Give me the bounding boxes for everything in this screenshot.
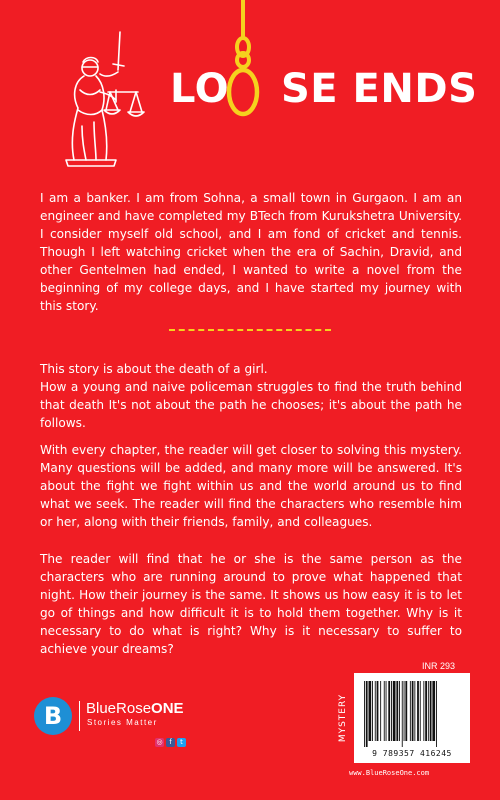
title-part-2: SE ENDS bbox=[281, 66, 478, 112]
barcode-bar bbox=[375, 681, 376, 741]
barcode-bar bbox=[366, 681, 368, 747]
barcode-bars bbox=[364, 681, 460, 747]
publisher-name-part1: BlueRose bbox=[86, 700, 152, 717]
genre-label bbox=[336, 683, 350, 753]
logo-divider bbox=[79, 701, 80, 731]
barcode-bar bbox=[402, 681, 403, 747]
publisher-logo-mark: B bbox=[34, 697, 72, 735]
price-label: INR 293 bbox=[422, 661, 456, 671]
publisher-tagline: Stories Matter bbox=[87, 718, 158, 727]
facebook-icon: f bbox=[166, 738, 175, 747]
barcode-bar bbox=[396, 681, 398, 741]
barcode-bar bbox=[436, 681, 437, 747]
barcode-bar bbox=[372, 681, 373, 741]
lady-justice-icon bbox=[52, 30, 152, 170]
instagram-icon: ◎ bbox=[156, 738, 163, 746]
genre-text: MYSTERY bbox=[338, 693, 348, 743]
isbn-barcode bbox=[354, 673, 470, 763]
social-icons bbox=[155, 731, 188, 749]
barcode-bar bbox=[369, 681, 372, 741]
barcode-bar bbox=[388, 681, 390, 741]
barcode-bar bbox=[432, 681, 435, 741]
publisher-website: www.BlueRoseOne.com bbox=[349, 769, 430, 777]
barcode-bar bbox=[410, 681, 411, 741]
isbn-number: 9 789357 416245 bbox=[372, 749, 452, 758]
title-part-1: LO bbox=[170, 66, 230, 112]
blurb-paragraph-3: The reader will find that he or she is the same person as the characters who are running around to prove what happened that night. How their journey is the same. It shows us how easy it is to let go of things and how difficult it is to hold them together. Why is it necessary to do what is right? Why is it necessary to suffer to achieve your dreams? bbox=[40, 552, 462, 656]
barcode-bar bbox=[425, 681, 427, 741]
publisher-name bbox=[86, 700, 184, 717]
barcode-bar bbox=[428, 681, 429, 741]
barcode-bar bbox=[384, 681, 385, 741]
publisher-logo bbox=[34, 697, 234, 747]
blurb-paragraph-1 bbox=[40, 360, 462, 432]
barcode-bar bbox=[380, 681, 381, 741]
twitter-icon: t bbox=[177, 738, 186, 747]
barcode-bar bbox=[405, 681, 407, 741]
barcode-bar bbox=[412, 681, 414, 741]
blurb-line-1: This story is about the death of a girl. bbox=[40, 362, 268, 376]
barcode-bar bbox=[399, 681, 400, 741]
barcode-bar bbox=[391, 681, 392, 741]
author-bio: I am a banker. I am from Sohna, a small town in Gurgaon. I am an engineer and have completed my BTech from Kurukshetra University. I consider myself old school, and I am fond of cricket and tennis. Though I left watching cricket when the era of Sachin, Dravid, and other Gentelmen had ended, I wanted to write a novel from the beginning of my college days, and I have started my journey with this story. bbox=[40, 191, 462, 313]
barcode-bar bbox=[377, 681, 379, 741]
section-divider bbox=[169, 329, 331, 331]
barcode-bar bbox=[417, 681, 419, 741]
barcode-bar bbox=[414, 681, 415, 741]
blurb-paragraph-2: With every chapter, the reader will get closer to solving this mystery. Many questions will be added, and many more will be answered. It's about the fight we fight within us and the world around us to find what we seek. The reader will find the characters who resemble him or her, along with their friends, family, and colleagues. bbox=[40, 443, 462, 529]
blurb-line-2: How a young and naive policeman struggles to find the truth behind that death It's not about the path he chooses; it's about the path he follows. bbox=[40, 380, 462, 430]
barcode-bar bbox=[393, 681, 396, 741]
barcode-bar bbox=[404, 681, 405, 741]
barcode-bar bbox=[364, 681, 365, 747]
barcode-bar bbox=[420, 681, 421, 741]
barcode-bar bbox=[430, 681, 432, 741]
barcode-bar bbox=[386, 681, 387, 741]
barcode-bar bbox=[423, 681, 424, 741]
publisher-name-part2: ONE bbox=[151, 700, 184, 717]
